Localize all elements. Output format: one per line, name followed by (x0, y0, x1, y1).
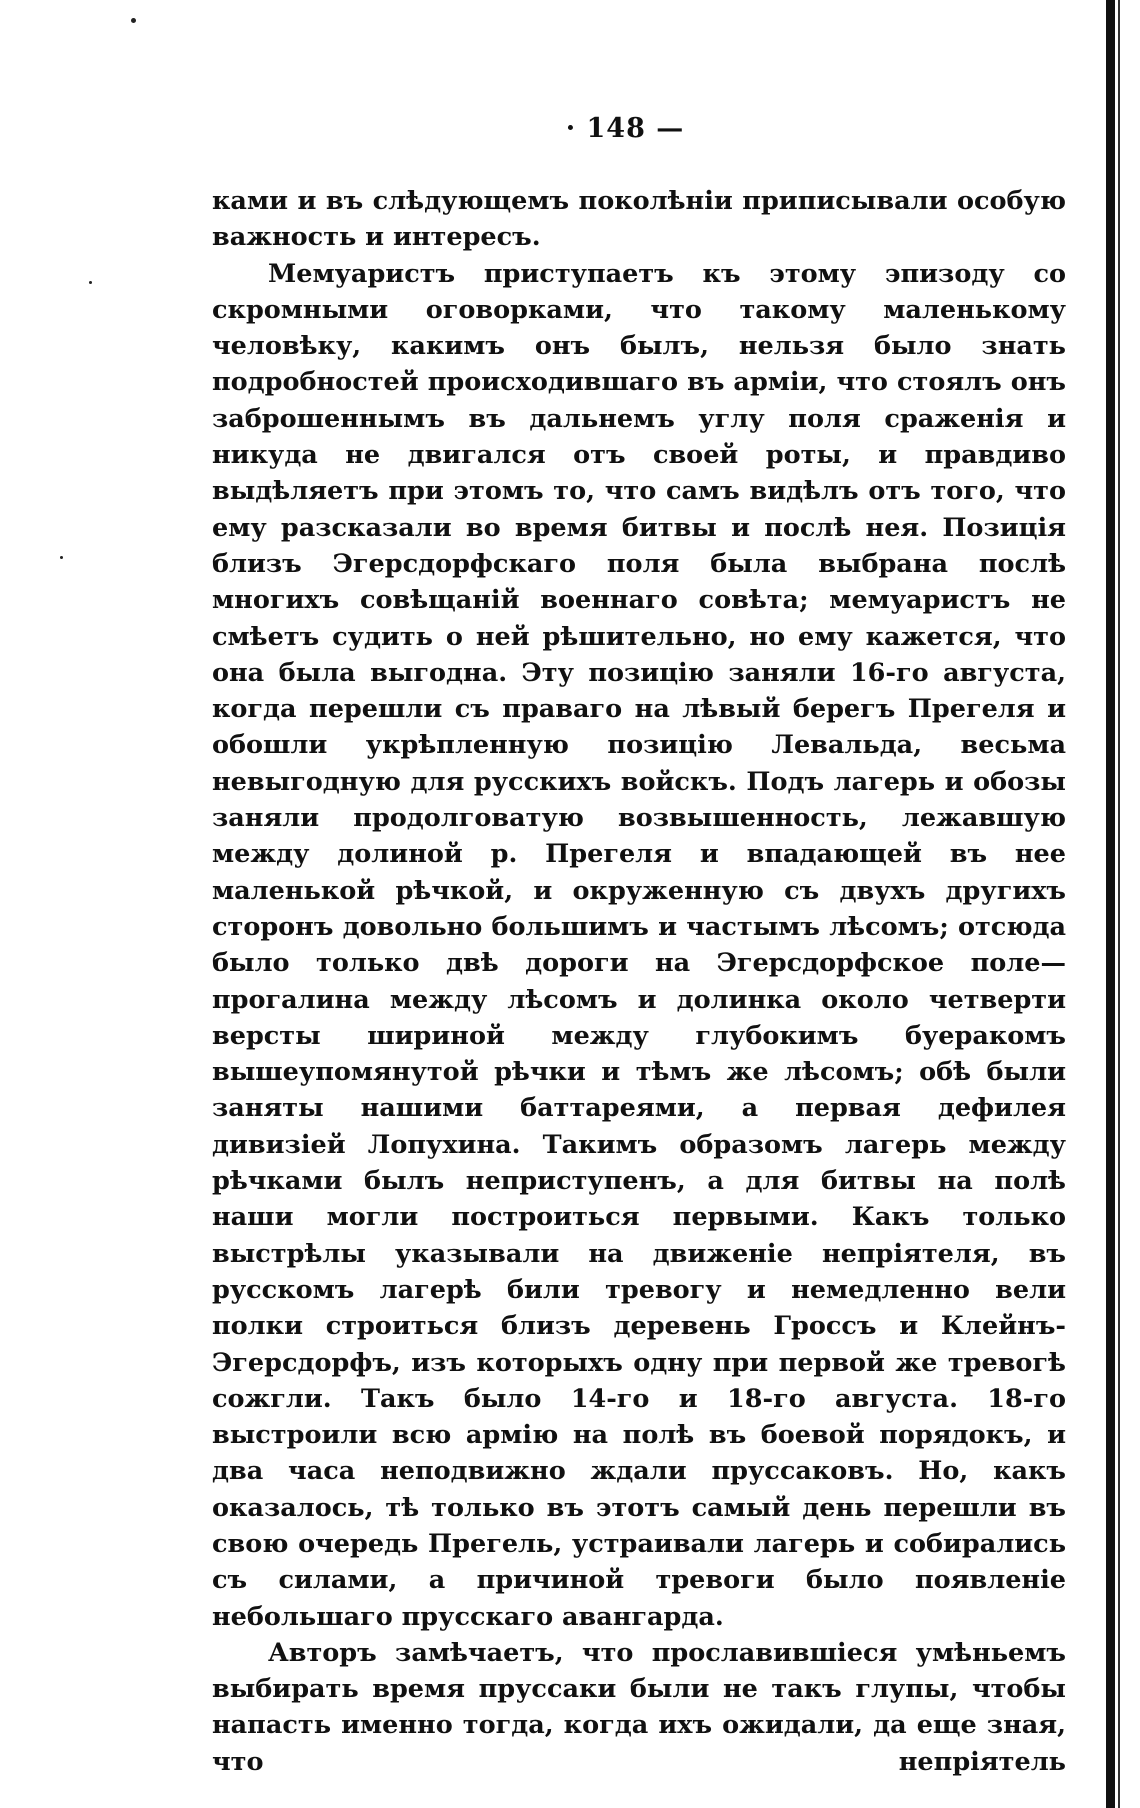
scan-binding-edge-thin (1118, 0, 1120, 1808)
paragraph: Мемуаристъ приступаетъ къ этому эпизоду со скромными оговорками, что такому маленькому человѣку, какимъ онъ былъ, нельзя было знать подробностей происходившаго въ арміи, что стоялъ онъ заброшеннымъ въ дальнемъ углу поля сраженія и никуда не двигался отъ своей роты, и правдиво выдѣляетъ при этомъ то, что самъ видѣлъ отъ того, что ему разсказали во время битвы и послѣ нея. Позиція близъ Эгерсдорфскаго поля была выбрана послѣ многихъ совѣщаній военнаго совѣта; мемуаристъ не смѣетъ судить о ней рѣшительно, но ему кажется, что она была выгодна. Эту позицію заняли 16-го августа, когда перешли съ праваго на лѣвый берегъ Прегеля и обошли укрѣпленную позицію Левальда, весьма невыгодную для русскихъ войскъ. Подъ лагерь и обозы заняли продолговатую возвышенность, лежавшую между долиной р. Прегеля и впадающей въ нее маленькой рѣчкой, и окруженную съ двухъ другихъ сторонъ довольно большимъ и частымъ лѣсомъ; отсюда было только двѣ дороги на Эгерсдорфское поле—прогалина между лѣсомъ и долинка около четверти версты шириной между глубокимъ буеракомъ вышеупомянутой рѣчки и тѣмъ же лѣсомъ; обѣ были заняты нашими баттареями, а первая дефилея дивизіей Лопухина. Такимъ образомъ лагерь между рѣчками былъ неприступенъ, а для битвы на полѣ наши могли построиться первыми. Какъ только выстрѣлы указывали на движеніе непріятеля, въ русскомъ лагерѣ били тревогу и немедленно вели полки строиться близъ деревень Гроссъ и Клейнъ-Эгерсдорфъ, изъ которыхъ одну при первой же тревогѣ сожгли. Такъ было 14-го и 18-го августа. 18-го выстроили всю армію на полѣ въ боевой порядокъ, и два часа неподвижно ждали пруссаковъ. Но, какъ оказалось, тѣ только въ этотъ самый день перешли въ свою очередь Прегель, устраивали лагерь и собирались съ силами, а причиной тревоги было появленіе небольшаго прусскаго авангарда. (212, 258, 1066, 1632)
scan-speck (89, 281, 92, 284)
body-text (212, 183, 1066, 1780)
paragraph: ками и въ слѣдующемъ поколѣніи приписывали особую важность и интересъ. (212, 186, 1066, 253)
page-number: · 148 — (565, 113, 685, 144)
scan-speck (131, 18, 136, 23)
scan-binding-edge (1106, 0, 1115, 1808)
paragraph: Авторъ замѣчаетъ, что прославившіеся умѣньемъ выбирать время пруссаки были не такъ глупы, чтобы напасть именно тогда, когда ихъ ожидали, да еще зная, что непріятель (212, 1637, 1066, 1777)
scan-speck (60, 556, 63, 559)
